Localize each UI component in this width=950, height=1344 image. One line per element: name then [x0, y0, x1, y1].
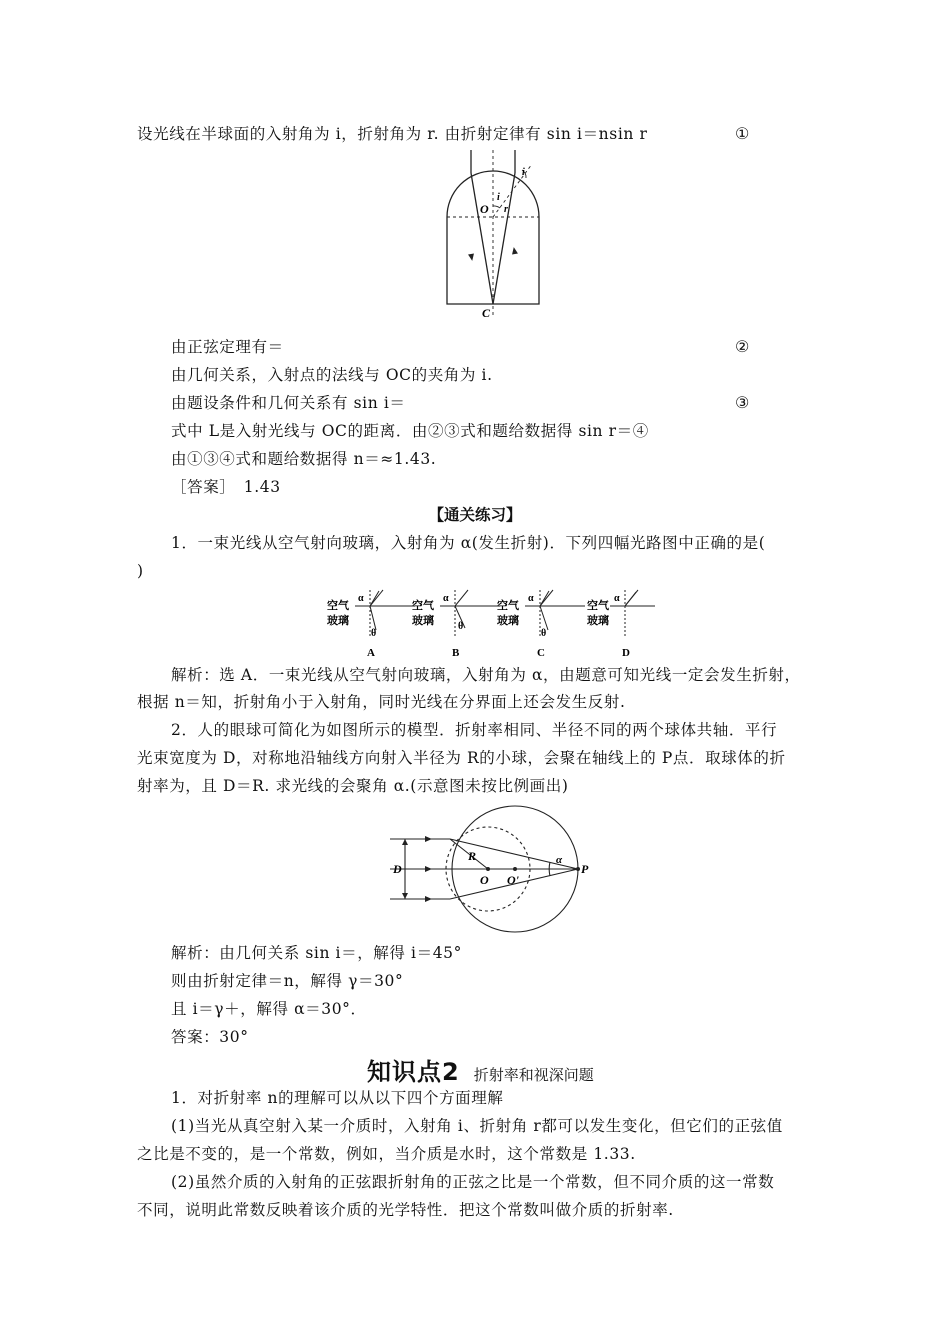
- text-line: 由题设条件和几何关系有 sin i＝: [171, 394, 406, 412]
- option-label-B: B: [452, 647, 460, 659]
- label-theta: θ: [541, 628, 547, 639]
- label-glass: 玻璃: [587, 615, 609, 627]
- label-O-prime: O': [507, 873, 519, 887]
- label-alpha: α: [528, 593, 534, 604]
- label-alpha: α: [443, 593, 449, 604]
- text-line: 由几何关系，入射点的法线与 OC的夹角为 i.: [171, 366, 493, 384]
- label-air: 空气: [497, 600, 519, 612]
- eyeball-model-diagram: [390, 804, 600, 934]
- question-line: 射率为，且 D＝R. 求光线的会聚角 α.(示意图未按比例画出): [137, 777, 569, 795]
- label-theta: θ: [371, 628, 377, 639]
- section-subtitle: 折射率和视深问题: [473, 1066, 594, 1084]
- text-line: (2)虽然介质的入射角的正弦跟折射角的正弦之比是一个常数，但不同介质的这一常数: [171, 1173, 775, 1191]
- label-P: P: [581, 862, 589, 876]
- section-heading: 【通关练习】: [428, 505, 522, 524]
- option-label-C: C: [537, 647, 545, 659]
- label-air: 空气: [327, 600, 349, 612]
- label-R: R: [468, 849, 477, 863]
- equation-marker: ②: [735, 337, 750, 356]
- question-line: 1．一束光线从空气射向玻璃，入射角为 α(发生折射)．下列四幅光路图中正确的是(: [171, 534, 766, 552]
- equation-marker: ③: [735, 393, 750, 412]
- text-line: 由正弦定理有＝: [171, 338, 284, 356]
- label-glass: 玻璃: [497, 615, 519, 627]
- label-D: D: [393, 862, 402, 876]
- label-i-top: i: [522, 167, 525, 178]
- analysis-line: 解析：由几何关系 sin i＝，解得 i＝45°: [171, 944, 462, 962]
- question-line: ): [137, 562, 144, 580]
- label-C: C: [482, 306, 491, 320]
- label-air: 空气: [587, 600, 609, 612]
- label-air: 空气: [412, 600, 434, 612]
- answer-line: 答案：30°: [171, 1028, 249, 1046]
- label-alpha: α: [614, 593, 620, 604]
- text-line: 不同，说明此常数反映着该介质的光学特性．把这个常数叫做介质的折射率.: [137, 1201, 674, 1219]
- analysis-line: 根据 n＝知，折射角小于入射角，同时光线在分界面上还会发生反射.: [137, 693, 626, 711]
- knowledge-point-title: [367, 1052, 594, 1088]
- analysis-line: 解析：选 A．一束光线从空气射向玻璃，入射角为 α，由题意可知光线一定会发生折射，: [171, 666, 801, 684]
- label-glass: 玻璃: [412, 615, 434, 627]
- label-alpha: α: [556, 854, 563, 866]
- label-r: r: [504, 204, 508, 215]
- refraction-options-diagram: [325, 588, 665, 660]
- label-glass: 玻璃: [327, 615, 349, 627]
- option-label-D: D: [622, 647, 630, 659]
- equation-marker: ①: [735, 124, 750, 143]
- text-line: (1)当光从真空射入某一介质时，入射角 i、折射角 r都可以发生变化，但它们的正弦值: [171, 1117, 783, 1135]
- question-line: 光束宽度为 D，对称地沿轴线方向射入半径为 R的小球，会聚在轴线上的 P点．取球体的折: [137, 749, 786, 767]
- label-theta: θ: [458, 621, 464, 632]
- text-line: 式中 L是入射光线与 OC的距离．由②③式和题给数据得 sin r＝④: [171, 422, 649, 440]
- option-label-A: A: [367, 647, 375, 659]
- analysis-line: 则由折射定律＝n，解得 γ＝30°: [171, 972, 404, 990]
- text-line: 1．对折射率 n的理解可以从以下四个方面理解: [171, 1089, 504, 1107]
- section-number-title: 知识点2: [367, 1058, 460, 1086]
- text-line: 由①③④式和题给数据得 n＝≈1.43.: [171, 450, 437, 468]
- label-i: i: [497, 192, 500, 203]
- label-O: O: [480, 873, 489, 887]
- label-alpha: α: [358, 593, 364, 604]
- hemisphere-diagram: [440, 150, 570, 325]
- analysis-line: 且 i＝γ＋，解得 α＝30°．: [171, 1000, 367, 1018]
- text-line: 设光线在半球面的入射角为 i，折射角为 r. 由折射定律有 sin i＝nsin r: [137, 125, 648, 143]
- label-O: O: [480, 202, 489, 216]
- question-line: 2．人的眼球可简化为如图所示的模型．折射率相同、半径不同的两个球体共轴．平行: [171, 721, 778, 739]
- answer-line: ［答案］ 1.43: [171, 478, 281, 496]
- text-line: 之比是不变的，是一个常数，例如，当介质是水时，这个常数是 1.33.: [137, 1145, 636, 1163]
